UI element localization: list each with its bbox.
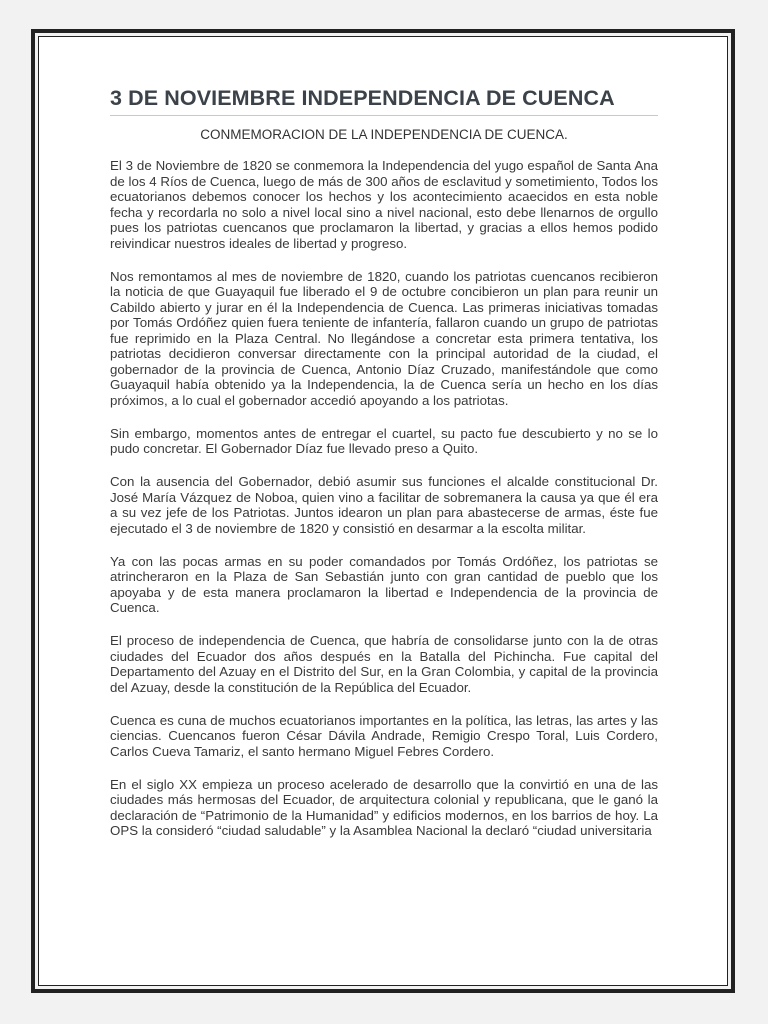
- document-content: [110, 86, 658, 856]
- paragraph-4: Con la ausencia del Gobernador, debió asumir sus funciones el alcalde constitucional Dr. José María Vázquez de Noboa, quien vino a facilitar de sobremanera la causa ya que él era a su vez jefe de los Patriotas. Juntos idearon un plan para abastecerse de armas, éste fue ejecutado el 3 de noviembre de 1820 y consistió en desarmar a la escolta militar.: [110, 474, 658, 536]
- document-title: 3 DE NOVIEMBRE INDEPENDENCIA DE CUENCA: [110, 86, 615, 110]
- paragraph-1: El 3 de Noviembre de 1820 se conmemora la Independencia del yugo español de Santa Ana de los 4 Ríos de Cuenca, luego de más de 300 años de esclavitud y sometimiento, Todos los ecuatorianos debemos conocer los hechos y los acontecimiento acaecidos en esta noble fecha y recordarla no solo a nivel local sino a nivel nacional, esto debe llenarnos de orgullo pues los patriotas cuencanos que proclamaron la libertad, y gracias a ellos hemos podido reivindicar nuestros ideales de libertad y progreso.: [110, 158, 658, 251]
- document-subtitle: CONMEMORACION DE LA INDEPENDENCIA DE CUENCA.: [200, 127, 568, 142]
- paragraph-3: Sin embargo, momentos antes de entregar el cuartel, su pacto fue descubierto y no se lo pudo concretar. El Gobernador Díaz fue llevado preso a Quito.: [110, 425, 658, 456]
- title-underline: [110, 115, 658, 116]
- paragraph-6: El proceso de independencia de Cuenca, que habría de consolidarse junto con la de otras ciudades del Ecuador dos años después en la Batalla del Pichincha. Fue capital del Departamento del Azuay en el Distrito del Sur, en la Gran Colombia, y capital de la provincia del Azuay, desde la constitución de la República del Ecuador.: [110, 633, 658, 695]
- paragraph-5: Ya con las pocas armas en su poder comandados por Tomás Ordóñez, los patriotas se atrincheraron en la Plaza de San Sebastián junto con gran cantidad de pueblo que los apoyaba y de esta manera proclamaron la libertad e Independencia de la provincia de Cuenca.: [110, 553, 658, 615]
- paragraph-7: Cuenca es cuna de muchos ecuatorianos importantes en la política, las letras, las artes y las ciencias. Cuencanos fueron César Dávila Andrade, Remigio Crespo Toral, Luis Cordero, Carlos Cueva Tamariz, el santo hermano Miguel Febres Cordero.: [110, 712, 658, 759]
- paragraph-8: En el siglo XX empieza un proceso acelerado de desarrollo que la convirtió en una de las ciudades más hermosas del Ecuador, de arquitectura colonial y republicana, que le ganó la declaración de “Patrimonio de la Humanidad” y edificios modernos, en los barrios de hoy. La OPS la consideró “ciudad saludable” y la Asamblea Nacional la declaró “ciudad universitaria: [110, 776, 658, 838]
- paragraph-2: Nos remontamos al mes de noviembre de 1820, cuando los patriotas cuencanos recibieron la noticia de que Guayaquil fue liberado el 9 de octubre concibieron un plan para reunir un Cabildo abierto y jurar en él la Independencia de Cuenca. Las primeras iniciativas tomadas por Tomás Ordóñez quien fuera teniente de infantería, fallaron cuando un grupo de patriotas fue reprimido en la Plaza Central. No llegándose a concretar esta primera tentativa, los patriotas decidieron conversar directamente con la principal autoridad de la ciudad, el gobernador de la provincia de Cuenca, Antonio Díaz Cruzado, manifestándole que como Guayaquil había obtenido ya la Independencia, la de Cuenca sería un hecho en los días próximos, a lo cual el gobernador accedió apoyando a los patriotas.: [110, 268, 658, 408]
